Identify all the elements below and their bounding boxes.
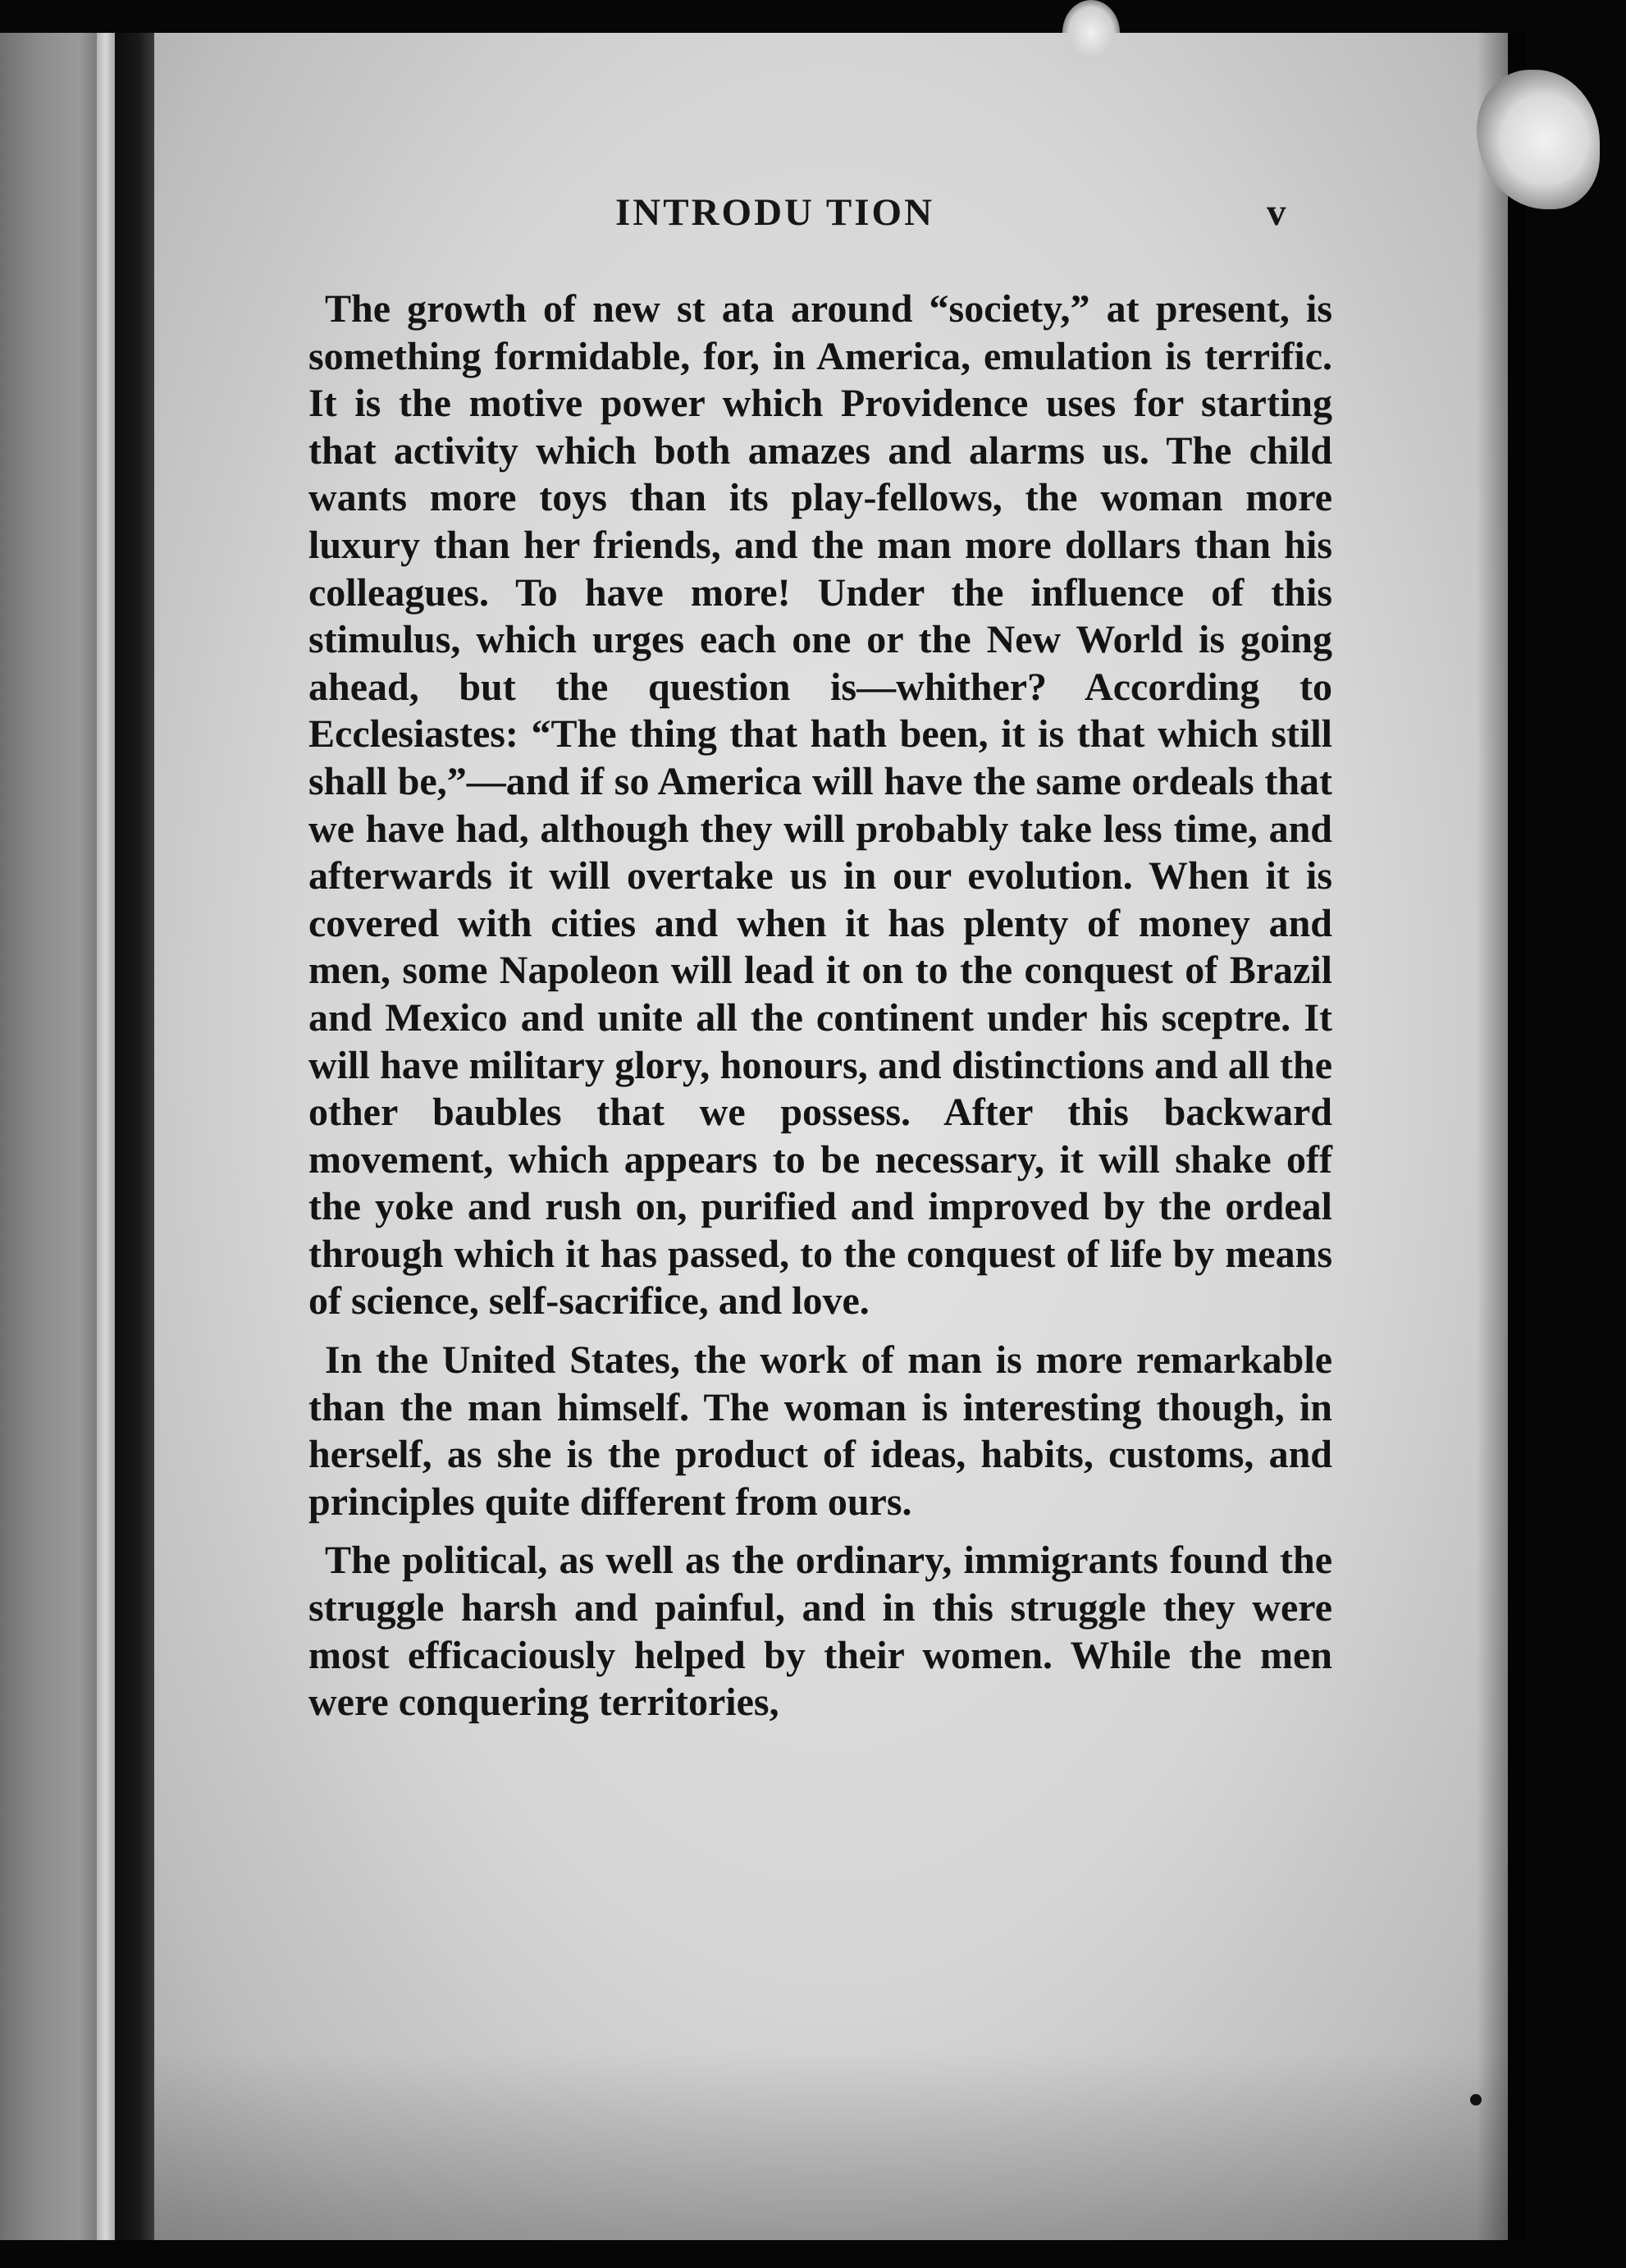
running-head-title: INTRODU TION — [615, 191, 935, 234]
page-number: v — [1267, 191, 1286, 234]
page-edge-highlight — [97, 33, 115, 2240]
page-bottom-shadow — [154, 2051, 1508, 2240]
body-text — [308, 286, 1332, 1726]
paragraph-3: The political, as well as the ordinary, immigrants found the struggle harsh and painful, and in this struggle they were most efficaciously helped by their women. While the men were conquering territories, — [308, 1539, 1332, 1725]
facing-page-edge — [0, 33, 98, 2240]
page-right-shadow — [1477, 33, 1526, 2240]
book-gutter — [115, 33, 154, 2240]
paragraph-1: The growth of new st ata around “society,” at present, is something formidable, for, in America, emulation is terrific. It is the motive power which Providence uses for starting that activity which both amazes and alarms us. The child wants more toys than its play-fellows, the woman more luxury than her friends, and the man more dollars than his colleagues. To have more! Under the influence of this stimulus, which urges each one or the New World is going ahead, but the question is—whither? According to Ecclesiastes: “The thing that hath been, it is that which still shall be,”—and if so America will have the same ordeals that we have had, although they will probably take less time, and afterwards it will overtake us in our evolution. When it is covered with cities and when it has plenty of money and men, some Napoleon will lead it on to the conquest of Brazil and Mexico and unite all the continent under his sceptre. It will have military glory, honours, and distinctions and all the other baubles that we possess. After this backward movement, which appears to be necessary, it will shake off the yoke and rush on, purified and improved by the ordeal through which it has passed, to the conquest of life by means of science, self-sacrifice, and love. — [308, 287, 1332, 1324]
film-damage-spot-top — [1062, 0, 1120, 66]
film-speck — [1470, 2094, 1482, 2106]
paragraph-2: In the United States, the work of man is more remarkable than the man himself. The woman is interesting though, in herself, as she is the product of ideas, habits, customs, and principles quite different from ours. — [308, 1338, 1332, 1524]
